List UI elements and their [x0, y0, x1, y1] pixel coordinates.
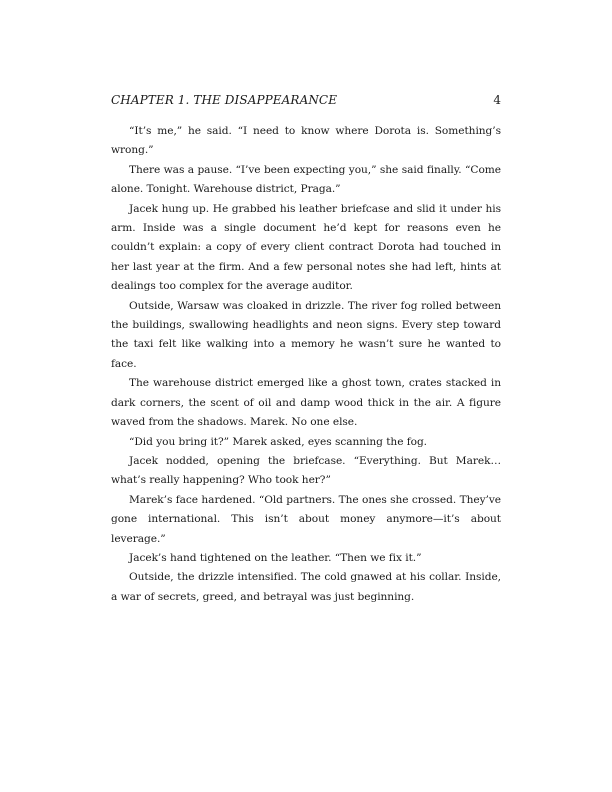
paragraph: There was a pause. “I’ve been expecting you,” she said finally. “Come alone. Tonight. Warehouse district, Praga.” [111, 163, 501, 196]
paragraph: Jacek hung up. He grabbed his leather briefcase and slid it under his arm. Inside was a single document he’d kept for reasons even he couldn’t explain: a copy of every client contract Dorota had touched in her last year at the firm. And a few personal notes she had left, hints at dealings too complex for the average auditor. [111, 202, 501, 293]
paragraph: “Did you bring it?” Marek asked, eyes scanning the fog. [129, 435, 427, 448]
document-page [111, 92, 501, 607]
paragraph: The warehouse district emerged like a ghost town, crates stacked in dark corners, the scent of oil and damp wood thick in the air. A figure waved from the shadows. Marek. No one else. [111, 377, 501, 429]
paragraph: Outside, the drizzle intensified. The cold gnawed at his collar. Inside, a war of secrets, greed, and betrayal was just beginning. [111, 571, 501, 603]
paragraph: Marek’s face hardened. “Old partners. The ones she crossed. They’ve gone international. This isn’t about money anymore—it’s about leverage.” [111, 493, 501, 545]
chapter-title: CHAPTER 1. THE DISAPPEARANCE [111, 93, 338, 107]
running-header [111, 92, 501, 108]
body-text [111, 122, 501, 607]
paragraph: Outside, Warsaw was cloaked in drizzle. The river fog rolled between the buildings, swallowing headlights and neon signs. Every step toward the taxi felt like walking into a memory he wasn’t sure he wanted to face. [111, 299, 501, 370]
paragraph: Jacek’s hand tightened on the leather. “Then we fix it.” [129, 551, 422, 564]
page-number: 4 [493, 93, 501, 107]
paragraph: “It’s me,” he said. “I need to know where Dorota is. Something’s wrong.” [111, 125, 501, 157]
paragraph: Jacek nodded, opening the briefcase. “Everything. But Marek… what’s really happening? Who took her?” [111, 454, 501, 487]
